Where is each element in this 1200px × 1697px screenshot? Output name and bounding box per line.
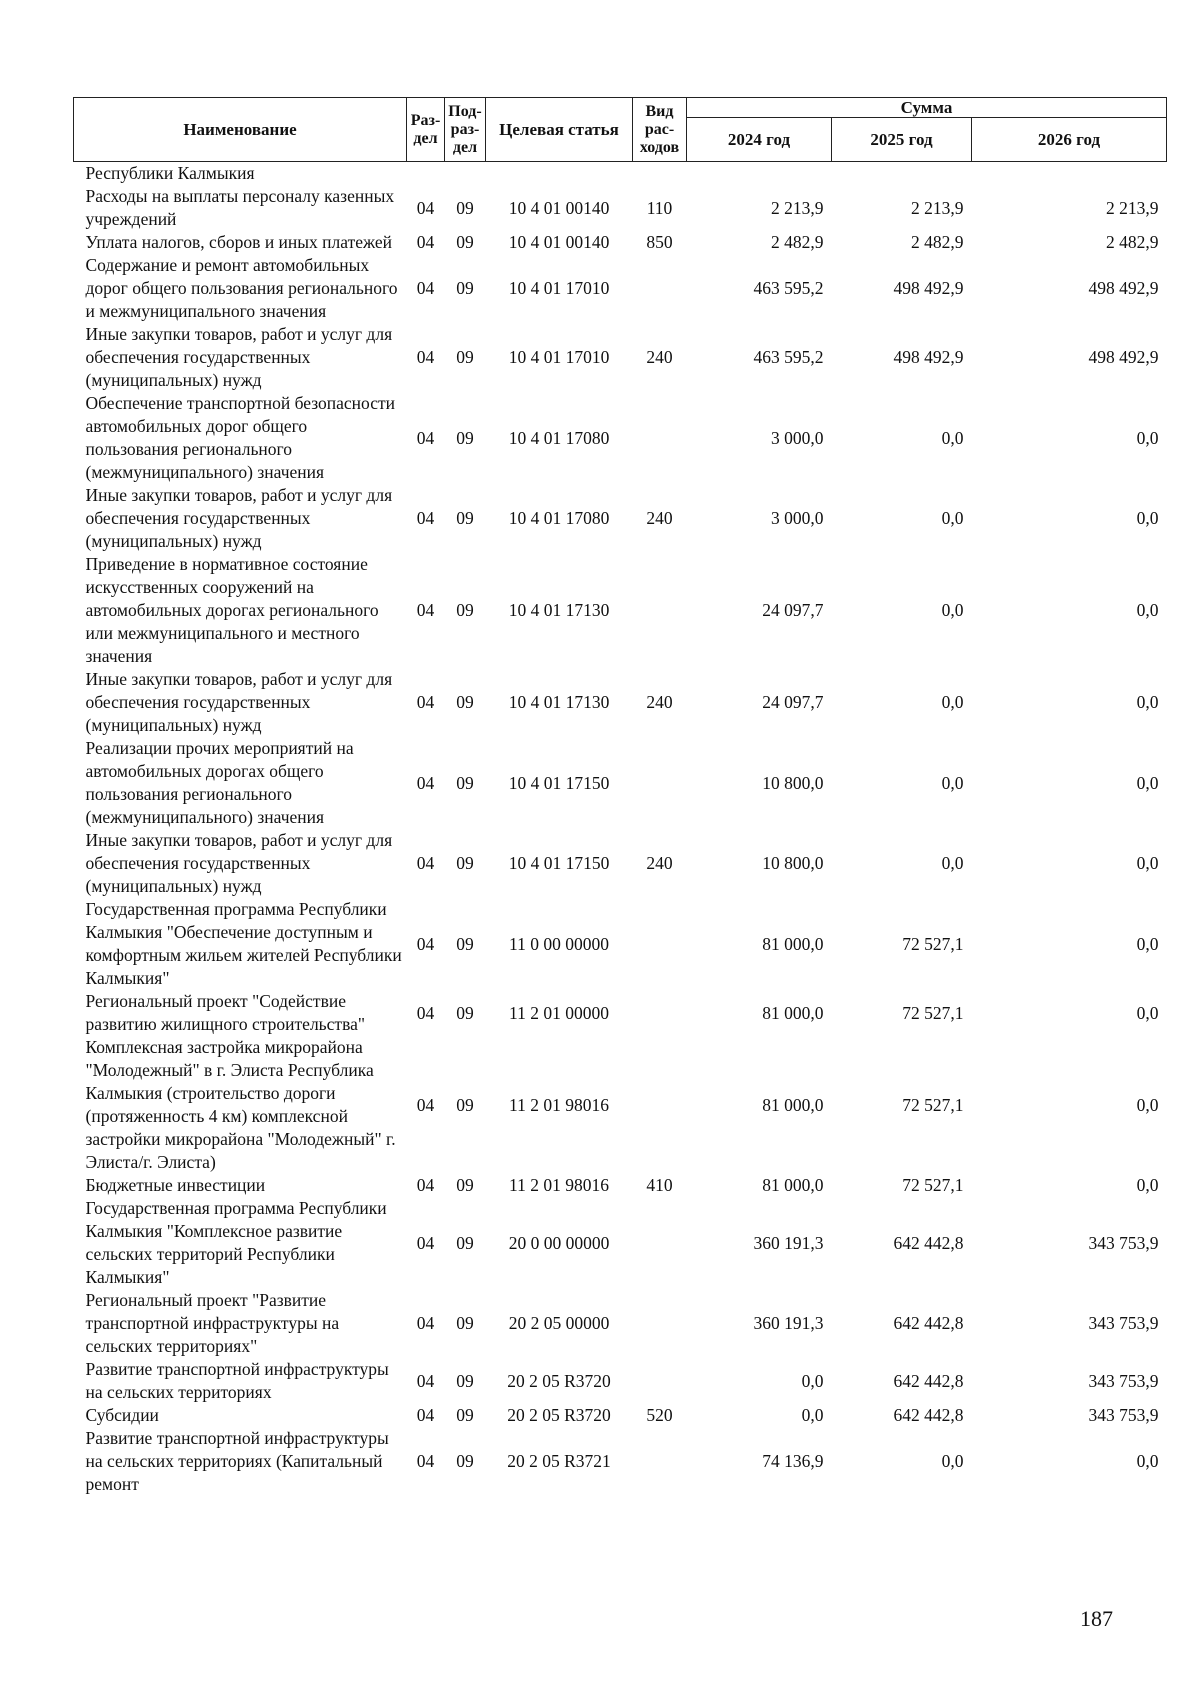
- row-name: Субсидии: [85, 1405, 159, 1425]
- row-sum-2025: 0,0: [941, 1451, 964, 1471]
- row-vid-rashodov: 240: [646, 508, 673, 528]
- row-celevaya-statya: 10 4 01 17080: [508, 508, 610, 528]
- table-row: [74, 484, 1167, 553]
- row-podrazdel: 09: [456, 1370, 474, 1391]
- row-podrazdel: [445, 162, 486, 186]
- row-vid-rashodov: 240: [646, 692, 673, 712]
- row-sum-2025: 0,0: [941, 600, 964, 620]
- row-sum-2024: 10 800,0: [762, 853, 824, 873]
- row-podrazdel: 09: [456, 347, 474, 367]
- row-celevaya-statya: 10 4 01 00140: [508, 232, 610, 252]
- table-row: [74, 323, 1167, 392]
- row-sum-2025: 2 213,9: [911, 197, 964, 218]
- row-celevaya-statya: 10 4 01 17150: [508, 772, 610, 793]
- row-podrazdel: 09: [456, 1002, 474, 1023]
- row-podrazdel: 09: [456, 232, 474, 252]
- row-sum-2024: 0,0: [801, 1370, 824, 1391]
- row-sum-2024: 2 213,9: [771, 197, 824, 218]
- row-name: Содержание и ремонт автомобильных дорог общего пользования регионального и межмуниципального значения: [85, 255, 398, 321]
- row-name: Региональный проект "Развитие транспортной инфраструктуры на сельских территориях": [85, 1290, 340, 1356]
- row-sum-2025: 642 442,8: [893, 1405, 964, 1425]
- row-sum-2024: 81 000,0: [762, 1002, 824, 1023]
- row-name: Обеспечение транспортной безопасности автомобильных дорог общего пользования регионального (межмуниципального) значения: [85, 393, 396, 482]
- row-vid-rashodov: 110: [646, 197, 673, 218]
- row-sum-2025: 498 492,9: [893, 347, 964, 367]
- row-vid-rashodov: [633, 1197, 687, 1289]
- row-sum-2025: 0,0: [941, 508, 964, 528]
- row-sum-2025: 0,0: [941, 772, 964, 793]
- row-sum-2026: [972, 162, 1167, 186]
- row-celevaya-statya: 20 2 05 00000: [508, 1313, 610, 1333]
- row-vid-rashodov: [633, 162, 687, 186]
- row-podrazdel: 09: [456, 508, 474, 528]
- header-year-2026: 2026 год: [972, 118, 1167, 162]
- row-razdel: 04: [416, 1405, 435, 1425]
- table-row: [74, 737, 1167, 829]
- row-podrazdel: 09: [456, 1094, 474, 1115]
- header-podrazdel: Под-раз-дел: [445, 98, 486, 162]
- row-sum-2026: 0,0: [1136, 427, 1159, 448]
- table-row: [74, 1404, 1167, 1427]
- table-row: [74, 990, 1167, 1036]
- row-celevaya-statya: 20 2 05 R3721: [507, 1451, 611, 1471]
- table-row: [74, 231, 1167, 254]
- row-sum-2025: 642 442,8: [893, 1232, 964, 1253]
- row-razdel: 04: [416, 1451, 435, 1471]
- row-name: Реализации прочих мероприятий на автомобильных дорогах общего пользования регионального (межмуниципального) значения: [85, 738, 354, 827]
- row-celevaya-statya: 11 2 01 00000: [509, 1002, 609, 1023]
- row-vid-rashodov: [633, 254, 687, 323]
- row-celevaya-statya: 10 4 01 17010: [508, 278, 610, 298]
- row-razdel: 04: [416, 1175, 435, 1195]
- row-razdel: 04: [416, 692, 435, 712]
- row-sum-2024: 463 595,2: [753, 347, 824, 367]
- row-sum-2026: 0,0: [1136, 853, 1159, 873]
- row-sum-2024: 24 097,7: [762, 692, 824, 712]
- row-name: Бюджетные инвестиции: [85, 1175, 266, 1195]
- table-row: [74, 1427, 1167, 1496]
- row-name: Иные закупки товаров, работ и услуг для обеспечения государственных (муниципальных) нужд: [85, 324, 393, 390]
- row-podrazdel: 09: [456, 1175, 474, 1195]
- header-celevaya-statya: Целевая статья: [486, 98, 633, 162]
- table-row: [74, 1174, 1167, 1197]
- row-name: Приведение в нормативное состояние искусственных сооружений на автомобильных дорогах регионального или межмуниципального и местного значения: [85, 554, 379, 666]
- row-sum-2026: 0,0: [1136, 772, 1159, 793]
- row-razdel: 04: [416, 1002, 435, 1023]
- row-razdel: 04: [416, 600, 435, 620]
- row-sum-2026: 0,0: [1136, 1094, 1159, 1115]
- page-number: 187: [1080, 1606, 1113, 1631]
- row-vid-rashodov: [633, 1036, 687, 1174]
- row-razdel: 04: [416, 1232, 435, 1253]
- table-row: [74, 1289, 1167, 1358]
- row-name: Иные закупки товаров, работ и услуг для обеспечения государственных (муниципальных) нужд: [85, 669, 393, 735]
- row-podrazdel: 09: [456, 197, 474, 218]
- row-vid-rashodov: [633, 1427, 687, 1496]
- row-sum-2024: 10 800,0: [762, 772, 824, 793]
- row-podrazdel: 09: [456, 1232, 474, 1253]
- row-razdel: 04: [416, 1370, 435, 1391]
- table-row: [74, 829, 1167, 898]
- header-year-2024: 2024 год: [687, 118, 832, 162]
- row-celevaya-statya: 20 2 05 R3720: [507, 1370, 611, 1391]
- row-sum-2024: 24 097,7: [762, 600, 824, 620]
- row-podrazdel: 09: [456, 278, 474, 298]
- row-vid-rashodov: 520: [646, 1405, 673, 1425]
- row-sum-2026: 0,0: [1136, 1175, 1159, 1195]
- row-podrazdel: 09: [456, 1313, 474, 1333]
- row-vid-rashodov: 850: [646, 232, 673, 252]
- row-name: Расходы на выплаты персоналу казенных учреждений: [85, 186, 395, 229]
- row-sum-2026: 343 753,9: [1088, 1370, 1159, 1391]
- row-vid-rashodov: [633, 1358, 687, 1404]
- row-sum-2024: 81 000,0: [762, 933, 824, 954]
- row-vid-rashodov: 410: [646, 1175, 673, 1195]
- row-razdel: 04: [416, 232, 435, 252]
- table-row: [74, 668, 1167, 737]
- row-sum-2025: 72 527,1: [902, 1094, 964, 1115]
- row-razdel: 04: [416, 853, 435, 873]
- row-vid-rashodov: [633, 990, 687, 1036]
- row-sum-2025: 642 442,8: [893, 1313, 964, 1333]
- row-sum-2025: 498 492,9: [893, 278, 964, 298]
- row-celevaya-statya: 10 4 01 17010: [508, 347, 610, 367]
- row-sum-2025: 0,0: [941, 853, 964, 873]
- row-name: Уплата налогов, сборов и иных платежей: [85, 232, 392, 252]
- row-podrazdel: 09: [456, 853, 474, 873]
- row-sum-2024: 360 191,3: [753, 1313, 824, 1333]
- row-celevaya-statya: 20 0 00 00000: [508, 1232, 610, 1253]
- row-celevaya-statya: [486, 162, 633, 186]
- table-header: [74, 98, 1167, 162]
- row-podrazdel: 09: [456, 692, 474, 712]
- row-name: Развитие транспортной инфраструктуры на сельских территориях: [85, 1359, 389, 1402]
- row-celevaya-statya: 10 4 01 17130: [508, 692, 610, 712]
- row-vid-rashodov: [633, 392, 687, 484]
- row-sum-2024: 0,0: [801, 1405, 824, 1425]
- row-vid-rashodov: [633, 898, 687, 990]
- row-vid-rashodov: 240: [646, 347, 673, 367]
- row-podrazdel: 09: [456, 1451, 474, 1471]
- row-vid-rashodov: [633, 1289, 687, 1358]
- table-body: [74, 162, 1167, 1497]
- row-celevaya-statya: 20 2 05 R3720: [507, 1405, 611, 1425]
- row-sum-2025: 642 442,8: [893, 1370, 964, 1391]
- row-name: Государственная программа Республики Калмыкия "Обеспечение доступным и комфортным жильем жителей Республики Калмыкия": [85, 899, 402, 988]
- row-sum-2026: 0,0: [1136, 1002, 1159, 1023]
- row-celevaya-statya: 11 2 01 98016: [509, 1175, 609, 1195]
- row-sum-2024: 3 000,0: [771, 427, 824, 448]
- row-sum-2025: 0,0: [941, 692, 964, 712]
- row-podrazdel: 09: [456, 600, 474, 620]
- row-sum-2025: 2 482,9: [911, 232, 964, 252]
- row-razdel: 04: [416, 197, 435, 218]
- header-razdel: Раз-дел: [407, 98, 445, 162]
- row-sum-2024: 81 000,0: [762, 1094, 824, 1115]
- table-row: [74, 1358, 1167, 1404]
- table-row: [74, 162, 1167, 186]
- row-sum-2025: [832, 162, 972, 186]
- header-vid-rashodov: Вид рас-ходов: [633, 98, 687, 162]
- row-sum-2025: 72 527,1: [902, 933, 964, 954]
- row-podrazdel: 09: [456, 1405, 474, 1425]
- row-razdel: 04: [416, 278, 435, 298]
- row-razdel: 04: [416, 1313, 435, 1333]
- row-name: Региональный проект "Содействие развитию жилищного строительства": [85, 991, 366, 1034]
- row-razdel: 04: [416, 933, 435, 954]
- table-row: [74, 392, 1167, 484]
- row-sum-2025: 72 527,1: [902, 1175, 964, 1195]
- row-celevaya-statya: 10 4 01 17080: [508, 427, 610, 448]
- row-name: Республики Калмыкия: [85, 163, 255, 183]
- header-summa: Сумма: [687, 98, 1167, 118]
- row-sum-2026: 2 213,9: [1106, 197, 1159, 218]
- row-name: Иные закупки товаров, работ и услуг для обеспечения государственных (муниципальных) нужд: [85, 830, 393, 896]
- row-celevaya-statya: 10 4 01 17130: [508, 600, 610, 620]
- row-podrazdel: 09: [456, 772, 474, 793]
- row-razdel: 04: [416, 508, 435, 528]
- row-sum-2026: 343 753,9: [1088, 1405, 1159, 1425]
- row-podrazdel: 09: [456, 933, 474, 954]
- row-sum-2024: [687, 162, 832, 186]
- row-sum-2026: 0,0: [1136, 600, 1159, 620]
- row-sum-2024: 81 000,0: [762, 1175, 824, 1195]
- row-name: Комплексная застройка микрорайона "Молодежный" в г. Элиста Республика Калмыкия (строительство дороги (протяженность 4 км) комплексной застройки микрорайона "Молодежный" г. Элиста/г. Элиста): [85, 1037, 396, 1172]
- row-name: Государственная программа Республики Калмыкия "Комплексное развитие сельских территорий Республики Калмыкия": [85, 1198, 387, 1287]
- table-row: [74, 254, 1167, 323]
- table-row: [74, 1036, 1167, 1174]
- row-sum-2026: 498 492,9: [1088, 278, 1159, 298]
- row-razdel: 04: [416, 1094, 435, 1115]
- row-sum-2026: 343 753,9: [1088, 1313, 1159, 1333]
- row-sum-2025: 72 527,1: [902, 1002, 964, 1023]
- row-sum-2024: 463 595,2: [753, 278, 824, 298]
- row-vid-rashodov: [633, 553, 687, 668]
- row-celevaya-statya: 10 4 01 17150: [508, 853, 610, 873]
- header-name: Наименование: [74, 98, 407, 162]
- row-name: Иные закупки товаров, работ и услуг для обеспечения государственных (муниципальных) нужд: [85, 485, 393, 551]
- row-razdel: 04: [416, 427, 435, 448]
- row-sum-2026: 0,0: [1136, 1451, 1159, 1471]
- row-sum-2026: 0,0: [1136, 508, 1159, 528]
- row-celevaya-statya: 10 4 01 00140: [508, 197, 610, 218]
- budget-table: [73, 97, 1167, 1496]
- row-sum-2024: 2 482,9: [771, 232, 824, 252]
- row-razdel: [407, 162, 445, 186]
- row-sum-2024: 3 000,0: [771, 508, 824, 528]
- row-vid-rashodov: [633, 737, 687, 829]
- row-name: Развитие транспортной инфраструктуры на сельских территориях (Капитальный ремонт: [85, 1428, 389, 1494]
- header-year-2025: 2025 год: [832, 118, 972, 162]
- row-sum-2026: 2 482,9: [1106, 232, 1159, 252]
- row-sum-2025: 0,0: [941, 427, 964, 448]
- table-row: [74, 1197, 1167, 1289]
- row-celevaya-statya: 11 0 00 00000: [509, 933, 609, 954]
- table-row: [74, 898, 1167, 990]
- row-sum-2026: 498 492,9: [1088, 347, 1159, 367]
- row-sum-2024: 74 136,9: [762, 1451, 824, 1471]
- row-celevaya-statya: 11 2 01 98016: [509, 1094, 609, 1115]
- row-razdel: 04: [416, 347, 435, 367]
- table-row: [74, 553, 1167, 668]
- row-sum-2024: 360 191,3: [753, 1232, 824, 1253]
- row-sum-2026: 0,0: [1136, 692, 1159, 712]
- row-sum-2026: 0,0: [1136, 933, 1159, 954]
- table-row: [74, 185, 1167, 231]
- row-podrazdel: 09: [456, 427, 474, 448]
- row-vid-rashodov: 240: [646, 853, 673, 873]
- row-sum-2026: 343 753,9: [1088, 1232, 1159, 1253]
- row-razdel: 04: [416, 772, 435, 793]
